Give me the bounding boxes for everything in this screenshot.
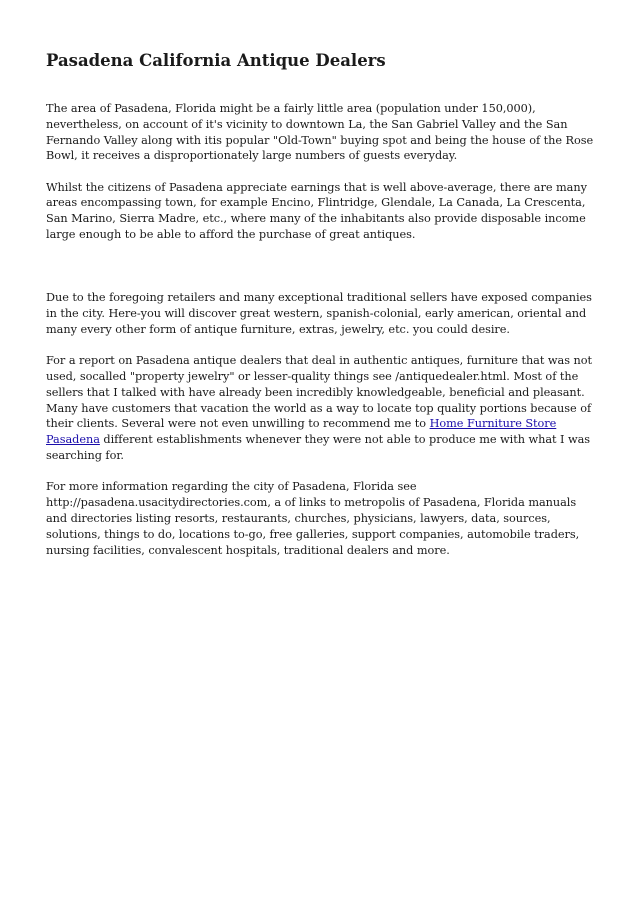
paragraph-retailers: Due to the foregoing retailers and many exceptional traditional sellers have exposed companies in the city. Here-you will discover great western, spanish-colonial, early american, oriental and many every other form of antique furniture, extras, jewelry, etc. you could desire.	[46, 291, 592, 336]
page-title: Pasadena California Antique Dealers	[46, 51, 386, 70]
document-page	[46, 50, 594, 574]
paragraph-report-text-before: For a report on Pasadena antique dealers that deal in authentic antiques, furniture that was not used, socalled "property jewelry" or lesser-quality things see /antiquedealer.html. Most of the sellers that I talked with have already been incredibly knowledgeable, beneficial and pleasant. Many have customers that vacation the world as a way to locate top quality portions because of their clients. Several were not even unwilling to recommend me to	[46, 354, 592, 431]
paragraph-report-text-after: different establishments whenever they were not able to produce me with what I was searching for.	[46, 433, 591, 463]
paragraph-intro: The area of Pasadena, Florida might be a fairly little area (population under 150,000), nevertheless, on account of it's vicinity to downtown La, the San Gabriel Valley and the San Fernando Valley along with itis popular "Old-Town" buying spot and being the house of the Rose Bowl, it receives a disproportionately large numbers of guests everyday.	[46, 102, 594, 163]
paragraph-more-info: For more information regarding the city of Pasadena, Florida see http://pasadena.usacitydirectories.com, a of links to metropolis of Pasadena, Florida manuals and directories listing resorts, restaurants, churches, physicians, lawyers, data, sources, solutions, things to do, locations to-go, free galleries, support companies, automobile traders, nursing facilities, convalescent hospitals, traditional dealers and more.	[46, 480, 580, 557]
paragraph-citizens: Whilst the citizens of Pasadena appreciate earnings that is well above-average, there are many areas encompassing town, for example Encino, Flintridge, Glendale, La Canada, La Crescenta, San Marino, Sierra Madre, etc., where many of the inhabitants also provide disposable income large enough to be able to afford the purchase of great antiques.	[46, 180, 587, 242]
home-furniture-store-link[interactable]: Home Furniture Store Pasadena	[46, 417, 557, 447]
paragraph-report	[46, 353, 594, 464]
blank-gap	[46, 258, 594, 290]
